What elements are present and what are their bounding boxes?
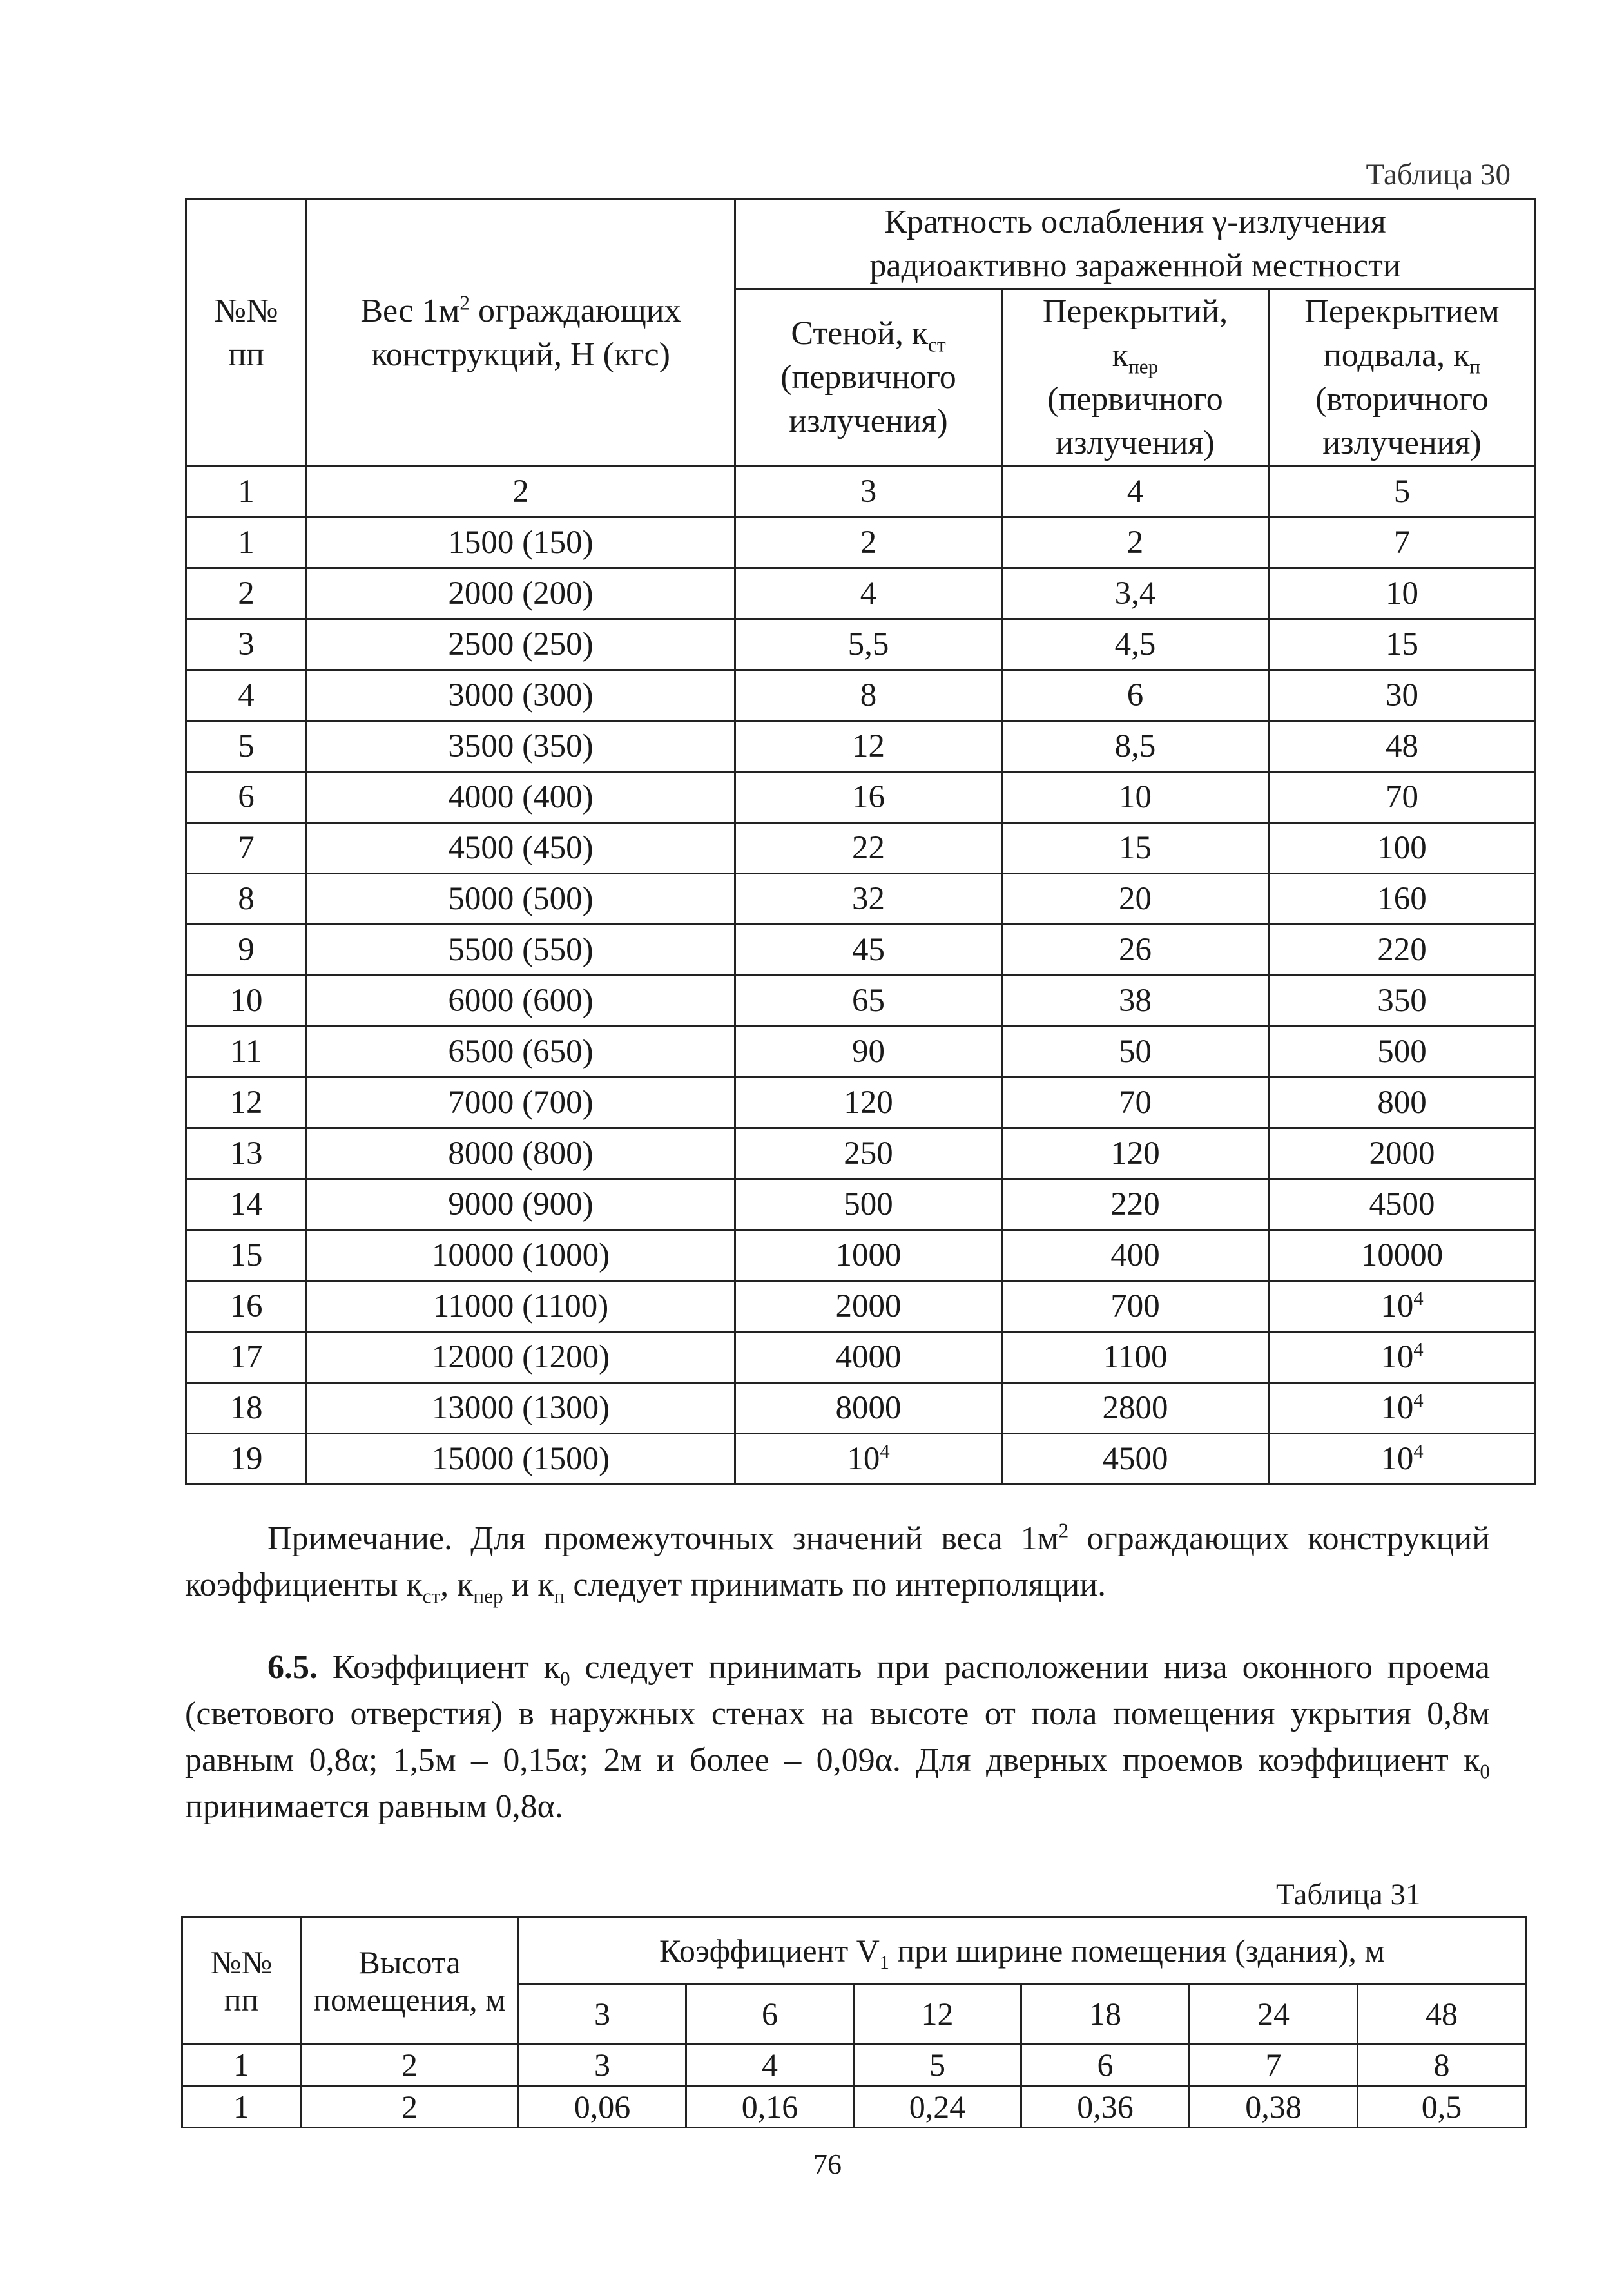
table-cell: 1000 [735,1230,1002,1281]
t31-column-number: 5 [854,2044,1021,2086]
table-cell: 5500 (550) [307,925,735,976]
table-cell: 32 [735,874,1002,925]
t30-column-numbers-row [186,467,1536,517]
t31-column-number: 3 [519,2044,686,2086]
t30-header-floors: Перекрытий, $к_{пер}$ (первичного излучения) [1002,289,1269,467]
t30-column-number: 3 [735,467,1002,517]
table-cell: 6000 (600) [307,976,735,1027]
table-cell: 90 [735,1027,1002,1077]
table-cell: 15 [1002,823,1269,874]
table-cell: 0,36 [1021,2086,1190,2128]
table-cell: 2800 [1002,1383,1269,1434]
page-number: 76 [813,2148,842,2180]
table-cell: 8 [186,874,307,925]
table-cell: 50 [1002,1027,1269,1077]
table-cell: 220 [1269,925,1536,976]
table-cell: 250 [735,1128,1002,1179]
t30-header-basement: Перекрытием подвала, $к_п$ (вторичного излучения) [1269,289,1536,467]
table-cell: 9 [186,925,307,976]
t30-column-number: 2 [307,467,735,517]
t31-column-number: 2 [301,2044,519,2086]
table-row [182,2086,1526,2128]
section-number: 6.5. [267,1649,318,1686]
table-cell: 2 [1002,517,1269,568]
table-row [186,1027,1536,1077]
table-cell: 400 [1002,1230,1269,1281]
t31-header-width: 6 [686,1984,854,2044]
table-cell: $10^4$ [1269,1383,1536,1434]
table-cell: 11 [186,1027,307,1077]
table-cell: 10 [1002,772,1269,823]
table-row [186,1281,1536,1332]
table-cell: 0,24 [854,2086,1021,2128]
table-cell: 38 [1002,976,1269,1027]
table-cell: 10 [1269,568,1536,619]
table-cell: 30 [1269,670,1536,721]
table-cell: 120 [1002,1128,1269,1179]
table-row [186,772,1536,823]
table-cell: 12 [735,721,1002,772]
t31-header-width: 24 [1190,1984,1358,2044]
table-cell: 6500 (650) [307,1027,735,1077]
table-cell: 7 [186,823,307,874]
table-cell: 7 [1269,517,1536,568]
t31-column-numbers-row [182,2044,1526,2086]
table-cell: 11000 (1100) [307,1281,735,1332]
table-cell: 4500 (450) [307,823,735,874]
table-cell: 5,5 [735,619,1002,670]
table-cell: 7000 (700) [307,1077,735,1128]
table-cell: 15000 (1500) [307,1434,735,1485]
table-cell: 220 [1002,1179,1269,1230]
table-cell: 800 [1269,1077,1536,1128]
table-31 [181,1916,1527,2128]
table-row [186,1383,1536,1434]
table-cell: 8000 (800) [307,1128,735,1179]
t31-column-number: 7 [1190,2044,1358,2086]
table-row [186,619,1536,670]
table-31-caption: Таблица 31 [1276,1878,1421,1911]
table-cell: 10000 [1269,1230,1536,1281]
table-cell: 0,16 [686,2086,854,2128]
table-cell: 2 [186,568,307,619]
table-cell: 6 [186,772,307,823]
table-cell: $10^4$ [1269,1332,1536,1383]
t30-header-attenuation: Кратность ослабления γ-излучения радиоактивно зараженной местности [735,200,1536,289]
table-cell: 2 [301,2086,519,2128]
table-cell: 8,5 [1002,721,1269,772]
table-cell: 160 [1269,874,1536,925]
table-cell: 10 [186,976,307,1027]
table-cell: 4000 (400) [307,772,735,823]
table-cell: 70 [1002,1077,1269,1128]
table-cell: 19 [186,1434,307,1485]
table-row [186,874,1536,925]
table-row [186,823,1536,874]
table-cell: 18 [186,1383,307,1434]
table-cell: 4500 [1002,1434,1269,1485]
table-cell: 2 [735,517,1002,568]
table-cell: 3,4 [1002,568,1269,619]
table-cell: $10^4$ [1269,1281,1536,1332]
t31-column-number: 8 [1358,2044,1526,2086]
table-cell: 1500 (150) [307,517,735,568]
table-row [186,1128,1536,1179]
table-row [186,670,1536,721]
table-cell: 65 [735,976,1002,1027]
table-row [186,1230,1536,1281]
table-cell: 3 [186,619,307,670]
table-cell: 4500 [1269,1179,1536,1230]
table-cell: 48 [1269,721,1536,772]
table-cell: 15 [186,1230,307,1281]
table-cell: 5 [186,721,307,772]
table-cell: 16 [186,1281,307,1332]
table-cell: 500 [735,1179,1002,1230]
table-cell: 500 [1269,1027,1536,1077]
table-row [186,1434,1536,1485]
table-cell: 0,06 [519,2086,686,2128]
t31-header-num: №№ пп [182,1918,301,2044]
table-row [186,1179,1536,1230]
table-row [186,976,1536,1027]
t31-header-width: 12 [854,1984,1021,2044]
t31-column-number: 1 [182,2044,301,2086]
t31-header-height: Высота помещения, м [301,1918,519,2044]
table-cell: 1 [182,2086,301,2128]
table-row [186,568,1536,619]
table-row [186,1077,1536,1128]
t31-header-width: 18 [1021,1984,1190,2044]
table-cell: 4,5 [1002,619,1269,670]
table-row [186,925,1536,976]
t30-header-num: №№ пп [186,200,307,467]
table-cell: 15 [1269,619,1536,670]
table-cell: 1100 [1002,1332,1269,1383]
table-cell: 6 [1002,670,1269,721]
table-cell: 70 [1269,772,1536,823]
table-cell: 3000 (300) [307,670,735,721]
table-cell: 13 [186,1128,307,1179]
table-cell: 8000 [735,1383,1002,1434]
t30-column-number: 4 [1002,467,1269,517]
table-cell: 0,38 [1190,2086,1358,2128]
t31-column-number: 6 [1021,2044,1190,2086]
table-cell: 26 [1002,925,1269,976]
table-cell: 8 [735,670,1002,721]
table-cell: 10000 (1000) [307,1230,735,1281]
t31-column-number: 4 [686,2044,854,2086]
table-cell: 9000 (900) [307,1179,735,1230]
table-cell: 2000 [735,1281,1002,1332]
table-cell: 12000 (1200) [307,1332,735,1383]
table-cell: 5000 (500) [307,874,735,925]
section-6-5-paragraph: 6.5. Коэффициент $к_0$ следует принимать при расположении низа оконного проема (светового отверстия) в наружных стенах на высоте от пола помещения укрытия 0,8м равным 0,8α; 1,5м – 0,15α; 2м и более – 0,09α. Для дверных проемов коэффициент $к_0$ принимается равным 0,8α. [185,1649,1490,1825]
table-cell: 12 [186,1077,307,1128]
t31-header-coefficient: Коэффициент $V_1$ при ширине помещения (здания), м [519,1918,1526,1984]
table-cell: 16 [735,772,1002,823]
table-cell: 2000 (200) [307,568,735,619]
table-cell: 3500 (350) [307,721,735,772]
table-row [186,517,1536,568]
table-cell: 20 [1002,874,1269,925]
table-cell: 1 [186,517,307,568]
table-cell: 45 [735,925,1002,976]
table-cell: 2000 [1269,1128,1536,1179]
table-cell: $10^4$ [1269,1434,1536,1485]
table-cell: 4 [186,670,307,721]
table-cell: 0,5 [1358,2086,1526,2128]
table-cell: 350 [1269,976,1536,1027]
table-cell: 4000 [735,1332,1002,1383]
table-cell: 100 [1269,823,1536,874]
table-cell: 14 [186,1179,307,1230]
t31-header-width: 48 [1358,1984,1526,2044]
table-row [186,1332,1536,1383]
table-cell: 120 [735,1077,1002,1128]
table-cell: 700 [1002,1281,1269,1332]
t30-header-weight: Вес $1м^2$ ограждающих конструкций, Н (кгс) [307,200,735,467]
t30-header-walls: Стеной, $к_{ст}$ (первичного излучения) [735,289,1002,467]
t30-column-number: 5 [1269,467,1536,517]
note-label: Примечание. [267,1520,453,1557]
table-row [186,721,1536,772]
table-cell: 17 [186,1332,307,1383]
table-30-note: Примечание. Для промежуточных значений веса $1м^2$ ограждающих конструкций коэффициенты $к_{ст}$, $к_{пер}$ и $к_п$ следует принимать по интерполяции. [185,1519,1491,1608]
t30-column-number: 1 [186,467,307,517]
table-cell: 13000 (1300) [307,1383,735,1434]
table-30-caption: Таблица 30 [1366,158,1511,191]
table-cell: $10^4$ [735,1434,1002,1485]
table-cell: 2500 (250) [307,619,735,670]
table-30 [185,198,1536,1485]
table-cell: 22 [735,823,1002,874]
t31-header-width: 3 [519,1984,686,2044]
table-cell: 4 [735,568,1002,619]
